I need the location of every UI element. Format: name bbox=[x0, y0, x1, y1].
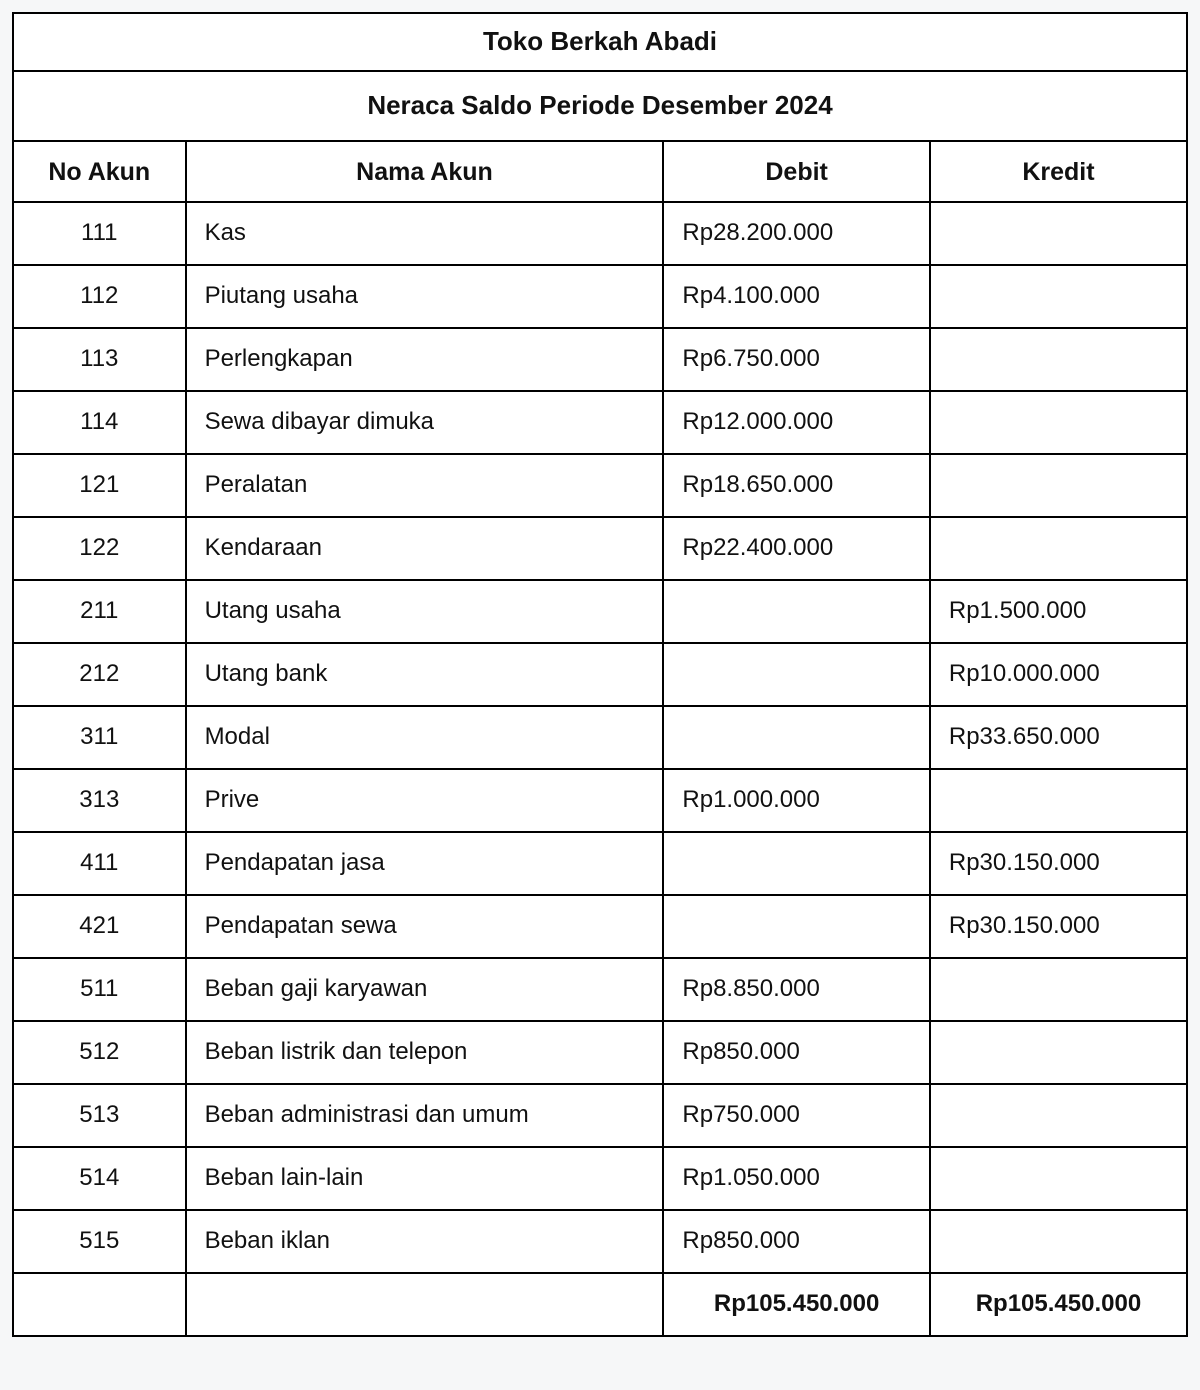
cell-nama-akun: Pendapatan sewa bbox=[186, 895, 664, 958]
cell-kredit: Rp10.000.000 bbox=[930, 643, 1187, 706]
cell-debit: Rp8.850.000 bbox=[663, 958, 929, 1021]
cell-debit bbox=[663, 832, 929, 895]
table-row bbox=[13, 580, 1187, 643]
cell-nama-akun: Kas bbox=[186, 202, 664, 265]
cell-no-akun: 515 bbox=[13, 1210, 186, 1273]
cell-debit bbox=[663, 643, 929, 706]
cell-no-akun: 313 bbox=[13, 769, 186, 832]
cell-no-akun: 511 bbox=[13, 958, 186, 1021]
cell-debit: Rp12.000.000 bbox=[663, 391, 929, 454]
total-debit: Rp105.450.000 bbox=[663, 1273, 929, 1336]
cell-kredit bbox=[930, 1147, 1187, 1210]
cell-kredit bbox=[930, 454, 1187, 517]
cell-debit: Rp850.000 bbox=[663, 1021, 929, 1084]
cell-no-akun: 211 bbox=[13, 580, 186, 643]
trial-balance-table bbox=[12, 12, 1188, 1337]
cell-kredit: Rp30.150.000 bbox=[930, 895, 1187, 958]
table-row bbox=[13, 643, 1187, 706]
cell-nama-akun: Beban administrasi dan umum bbox=[186, 1084, 664, 1147]
cell-debit: Rp1.000.000 bbox=[663, 769, 929, 832]
total-kredit: Rp105.450.000 bbox=[930, 1273, 1187, 1336]
cell-kredit bbox=[930, 328, 1187, 391]
cell-no-akun: 121 bbox=[13, 454, 186, 517]
col-header-kredit: Kredit bbox=[930, 141, 1187, 202]
cell-nama-akun: Utang bank bbox=[186, 643, 664, 706]
cell-kredit bbox=[930, 1021, 1187, 1084]
cell-no-akun: 311 bbox=[13, 706, 186, 769]
cell-debit bbox=[663, 706, 929, 769]
cell-no-akun: 411 bbox=[13, 832, 186, 895]
cell-nama-akun: Beban lain-lain bbox=[186, 1147, 664, 1210]
cell-kredit bbox=[930, 958, 1187, 1021]
report-title-row bbox=[13, 71, 1187, 141]
cell-no-akun: 122 bbox=[13, 517, 186, 580]
column-header-row bbox=[13, 141, 1187, 202]
table-row bbox=[13, 328, 1187, 391]
table-row bbox=[13, 391, 1187, 454]
table-row bbox=[13, 895, 1187, 958]
table-row bbox=[13, 517, 1187, 580]
total-row bbox=[13, 1273, 1187, 1336]
cell-no-akun: 512 bbox=[13, 1021, 186, 1084]
table-row bbox=[13, 202, 1187, 265]
cell-no-akun: 513 bbox=[13, 1084, 186, 1147]
cell-debit: Rp1.050.000 bbox=[663, 1147, 929, 1210]
table-body bbox=[13, 202, 1187, 1273]
cell-nama-akun: Sewa dibayar dimuka bbox=[186, 391, 664, 454]
cell-nama-akun: Beban gaji karyawan bbox=[186, 958, 664, 1021]
cell-kredit bbox=[930, 265, 1187, 328]
cell-kredit bbox=[930, 517, 1187, 580]
company-title: Toko Berkah Abadi bbox=[13, 13, 1187, 71]
cell-debit: Rp850.000 bbox=[663, 1210, 929, 1273]
cell-no-akun: 421 bbox=[13, 895, 186, 958]
cell-nama-akun: Kendaraan bbox=[186, 517, 664, 580]
table-row bbox=[13, 958, 1187, 1021]
cell-debit: Rp750.000 bbox=[663, 1084, 929, 1147]
cell-kredit bbox=[930, 1210, 1187, 1273]
total-cell-nama-akun bbox=[186, 1273, 664, 1336]
cell-no-akun: 112 bbox=[13, 265, 186, 328]
col-header-no-akun: No Akun bbox=[13, 141, 186, 202]
cell-no-akun: 212 bbox=[13, 643, 186, 706]
table-row bbox=[13, 265, 1187, 328]
total-cell-no-akun bbox=[13, 1273, 186, 1336]
cell-kredit bbox=[930, 769, 1187, 832]
col-header-debit: Debit bbox=[663, 141, 929, 202]
table-row bbox=[13, 769, 1187, 832]
cell-nama-akun: Utang usaha bbox=[186, 580, 664, 643]
table-row bbox=[13, 454, 1187, 517]
cell-no-akun: 114 bbox=[13, 391, 186, 454]
table-row bbox=[13, 706, 1187, 769]
cell-debit bbox=[663, 895, 929, 958]
col-header-nama-akun: Nama Akun bbox=[186, 141, 664, 202]
cell-kredit: Rp30.150.000 bbox=[930, 832, 1187, 895]
cell-nama-akun: Peralatan bbox=[186, 454, 664, 517]
cell-debit: Rp6.750.000 bbox=[663, 328, 929, 391]
table-row bbox=[13, 832, 1187, 895]
cell-debit bbox=[663, 580, 929, 643]
cell-kredit: Rp33.650.000 bbox=[930, 706, 1187, 769]
cell-nama-akun: Beban iklan bbox=[186, 1210, 664, 1273]
cell-kredit bbox=[930, 202, 1187, 265]
cell-no-akun: 514 bbox=[13, 1147, 186, 1210]
cell-nama-akun: Perlengkapan bbox=[186, 328, 664, 391]
cell-nama-akun: Pendapatan jasa bbox=[186, 832, 664, 895]
company-title-row bbox=[13, 13, 1187, 71]
table-row bbox=[13, 1084, 1187, 1147]
cell-nama-akun: Prive bbox=[186, 769, 664, 832]
cell-nama-akun: Modal bbox=[186, 706, 664, 769]
table-row bbox=[13, 1210, 1187, 1273]
cell-kredit bbox=[930, 391, 1187, 454]
cell-no-akun: 111 bbox=[13, 202, 186, 265]
table-row bbox=[13, 1021, 1187, 1084]
cell-nama-akun: Piutang usaha bbox=[186, 265, 664, 328]
cell-no-akun: 113 bbox=[13, 328, 186, 391]
cell-debit: Rp18.650.000 bbox=[663, 454, 929, 517]
table-row bbox=[13, 1147, 1187, 1210]
cell-debit: Rp4.100.000 bbox=[663, 265, 929, 328]
cell-debit: Rp28.200.000 bbox=[663, 202, 929, 265]
cell-debit: Rp22.400.000 bbox=[663, 517, 929, 580]
cell-kredit bbox=[930, 1084, 1187, 1147]
report-title: Neraca Saldo Periode Desember 2024 bbox=[13, 71, 1187, 141]
cell-kredit: Rp1.500.000 bbox=[930, 580, 1187, 643]
cell-nama-akun: Beban listrik dan telepon bbox=[186, 1021, 664, 1084]
